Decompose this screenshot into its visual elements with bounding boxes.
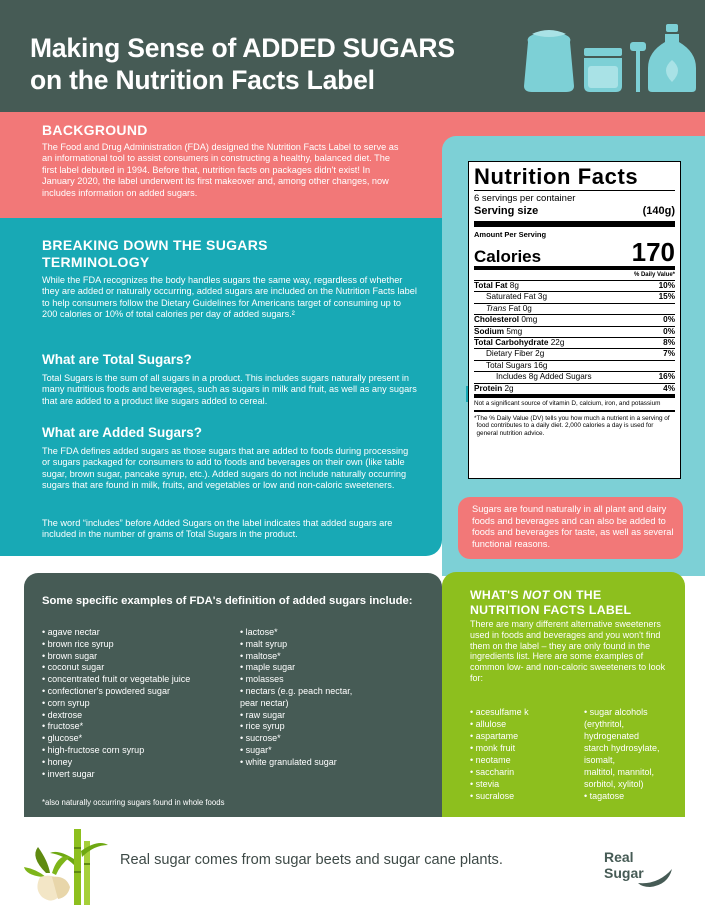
nutrition-facts-label (468, 161, 681, 479)
list-item: • glucose* (42, 733, 83, 744)
nf-amount-per-serving: Amount Per Serving (474, 230, 547, 239)
title-line-2: on the Nutrition Facts Label (30, 65, 375, 95)
terminology-section (0, 218, 442, 556)
total-sugars-heading: What are Total Sugars? (42, 352, 192, 367)
nf-row-saturated-fat: Saturated Fat 3g 15% (474, 291, 675, 302)
added-sugars-heading: What are Added Sugars? (42, 425, 203, 440)
nf-row-trans-fat: Trans Fat 0g (474, 303, 675, 314)
background-heading: BACKGROUND (42, 122, 148, 138)
list-item: • corn syrup (42, 697, 90, 708)
nf-row-dietary-fiber: Dietary Fiber 2g 7% (474, 348, 675, 359)
list-item: • rice syrup (240, 721, 285, 732)
nf-row-added-sugars: Includes 8g Added Sugars 16% (474, 371, 675, 382)
nf-row-total-fat: Total Fat 8g 10% (474, 281, 675, 290)
total-sugars-text: Total Sugars is the sum of all sugars in a product. This includes sugars naturally present in many nutritious foods and beverages, such as sugars in milk and fruit, as well as any sugars that are added to a product like sugars added to cereal. (42, 373, 417, 406)
nf-row-total-sugars: Total Sugars 16g (474, 360, 675, 371)
list-item: • malt syrup (240, 638, 288, 649)
nf-row-protein: Protein 2g 4% (474, 383, 675, 398)
list-item: • aspartame (470, 731, 519, 741)
logo-line-2: Sugar (604, 865, 644, 881)
list-item: starch hydrosylate, (584, 743, 660, 753)
list-item: hydrogenated (584, 731, 640, 741)
list-item: • saccharin (470, 767, 515, 777)
nf-servings: 6 servings per container (474, 193, 576, 204)
list-item: • fructose* (42, 721, 84, 732)
examples-list-left (42, 627, 252, 780)
list-item: • neotame (470, 755, 511, 765)
list-item: • brown sugar (42, 650, 98, 661)
not-on-label-section (442, 572, 685, 817)
list-item: • dextrose (42, 709, 83, 720)
sugar-plants-icon (22, 827, 112, 907)
sweeteners-list-right (584, 706, 684, 802)
list-item: isomalt, (584, 755, 616, 765)
list-item: • lactose* (240, 627, 278, 637)
list-item: • sugar* (240, 744, 272, 755)
nf-calories (474, 239, 675, 270)
list-item: • maltose* (240, 650, 281, 661)
nf-serving-size (474, 205, 675, 227)
terminology-intro: While the FDA recognizes the body handles sugars the same way, regardless of whether they are added or naturally occurring, added sugars are included on the Nutrition Facts label to help consumers follow the Dietary Guidelines for Americans target of consuming up to 200 calories or 10% of total calories per day of added sugars.² (42, 275, 417, 320)
list-item: • sucralose (470, 791, 515, 801)
background-text: The Food and Drug Administration (FDA) designed the Nutrition Facts Label to serve as an informational tool to assist consumers in constructing a healthy, balanced diet. The first label debuted in 1994. Before that, nutrition facts on packages didn't exist! In January 2020, the label underwent its first makeover and, among other changes, now includes information on added sugars. (42, 142, 399, 198)
nf-dv-header: % Daily Value* (633, 272, 675, 278)
list-item: • white granulated sugar (240, 756, 337, 767)
nf-calories-value: 170 (631, 237, 675, 267)
real-sugar-logo (602, 845, 677, 887)
list-item: • brown rice syrup (42, 638, 114, 649)
list-item: pear nectar) (240, 697, 289, 708)
list-item: • invert sugar (42, 768, 95, 779)
nf-calories-label: Calories (474, 247, 542, 266)
list-item: • stevia (470, 779, 500, 789)
nf-row-total-carb: Total Carbohydrate 22g 8% (474, 338, 675, 348)
callout-box (458, 497, 683, 559)
nf-row-sodium: Sodium 5mg 0% (474, 326, 675, 336)
examples-list-right (240, 627, 430, 769)
examples-heading: Some specific examples of FDA's definition of added sugars include: (42, 595, 413, 607)
list-item: • coconut sugar (42, 662, 105, 673)
nf-title: Nutrition Facts (474, 166, 675, 191)
list-item: (erythritol, (584, 719, 625, 729)
list-item: • nectars (e.g. peach nectar, (240, 685, 353, 696)
includes-text: The word “includes” before Added Sugars on the label indicates that added sugars are included in the number of grams of Total Sugars in the product. (42, 518, 393, 540)
list-item: • agave nectar (42, 627, 100, 637)
list-item: maltitol, mannitol, (584, 767, 655, 777)
sweeteners-list-left (470, 706, 580, 802)
logo-line-1: Real (604, 849, 634, 865)
nf-serving-size-value: (140g) (642, 205, 675, 217)
terminology-heading: BREAKING DOWN THE SUGARS TERMINOLOGY (42, 237, 268, 270)
list-item: • raw sugar (240, 709, 286, 720)
list-item: • honey (42, 756, 73, 767)
list-item: • acesulfame k (470, 707, 529, 717)
footer-text: Real sugar comes from sugar beets and sugar cane plants. (120, 852, 503, 868)
nf-serving-size-label: Serving size (474, 205, 539, 217)
added-sugars-text: The FDA defines added sugars as those sugars that are added to foods during processing or sugars packaged for consumers to add to foods and beverages on their own (like table sugar, brown sugar, pancake syrup, etc.). Added sugars do not include naturally occurring sugars that are found in milk, fruits, and vegetables or low and non-caloric sweeteners. (42, 446, 409, 491)
page-title (30, 32, 455, 96)
page-header (0, 0, 705, 112)
nf-footnote: * The % Daily Value (DV) tells you how much a nutrient in a serving of food contributes to a daily diet. 2,000 calories a day is used for general nutrition advice. (474, 410, 675, 438)
examples-note: *also naturally occurring sugars found in whole foods (42, 798, 225, 807)
page-footer (0, 817, 705, 910)
list-item: • concentrated fruit or vegetable juice (42, 674, 191, 685)
not-on-label-heading: WHAT'S NOT ON THE NUTRITION FACTS LABEL (470, 588, 632, 617)
sugar-containers-icon (522, 22, 698, 94)
list-item: • molasses (240, 674, 284, 685)
nf-not-significant: Not a significant source of vitamin D, calcium, iron, and potassium (474, 400, 661, 408)
callout-text: Sugars are found naturally in all plant and dairy foods and beverages and can also be added to foods and beverages for taste, as well as several functional reasons. (472, 504, 674, 549)
list-item: • tagatose (584, 791, 625, 801)
list-item: • monk fruit (470, 743, 516, 753)
examples-section (24, 573, 442, 817)
list-item: sorbitol, xylitol) (584, 779, 644, 789)
list-item: • high-fructose corn syrup (42, 744, 145, 755)
list-item: • confectioner's powdered sugar (42, 685, 170, 696)
not-on-label-text: There are many different alternative sweeteners used in foods and beverages and you won't find them on the label – they are only found in the ingredients list. Here are some examples of common low- and non-caloric sweeteners to look for: (470, 619, 666, 683)
title-line-1: Making Sense of ADDED SUGARS (30, 33, 455, 63)
list-item: • allulose (470, 719, 507, 729)
nf-row-cholesterol: Cholesterol 0mg 0% (474, 315, 675, 325)
list-item: • sugar alcohols (584, 707, 648, 717)
list-item: • maple sugar (240, 662, 296, 673)
list-item: • sucrose* (240, 733, 281, 744)
